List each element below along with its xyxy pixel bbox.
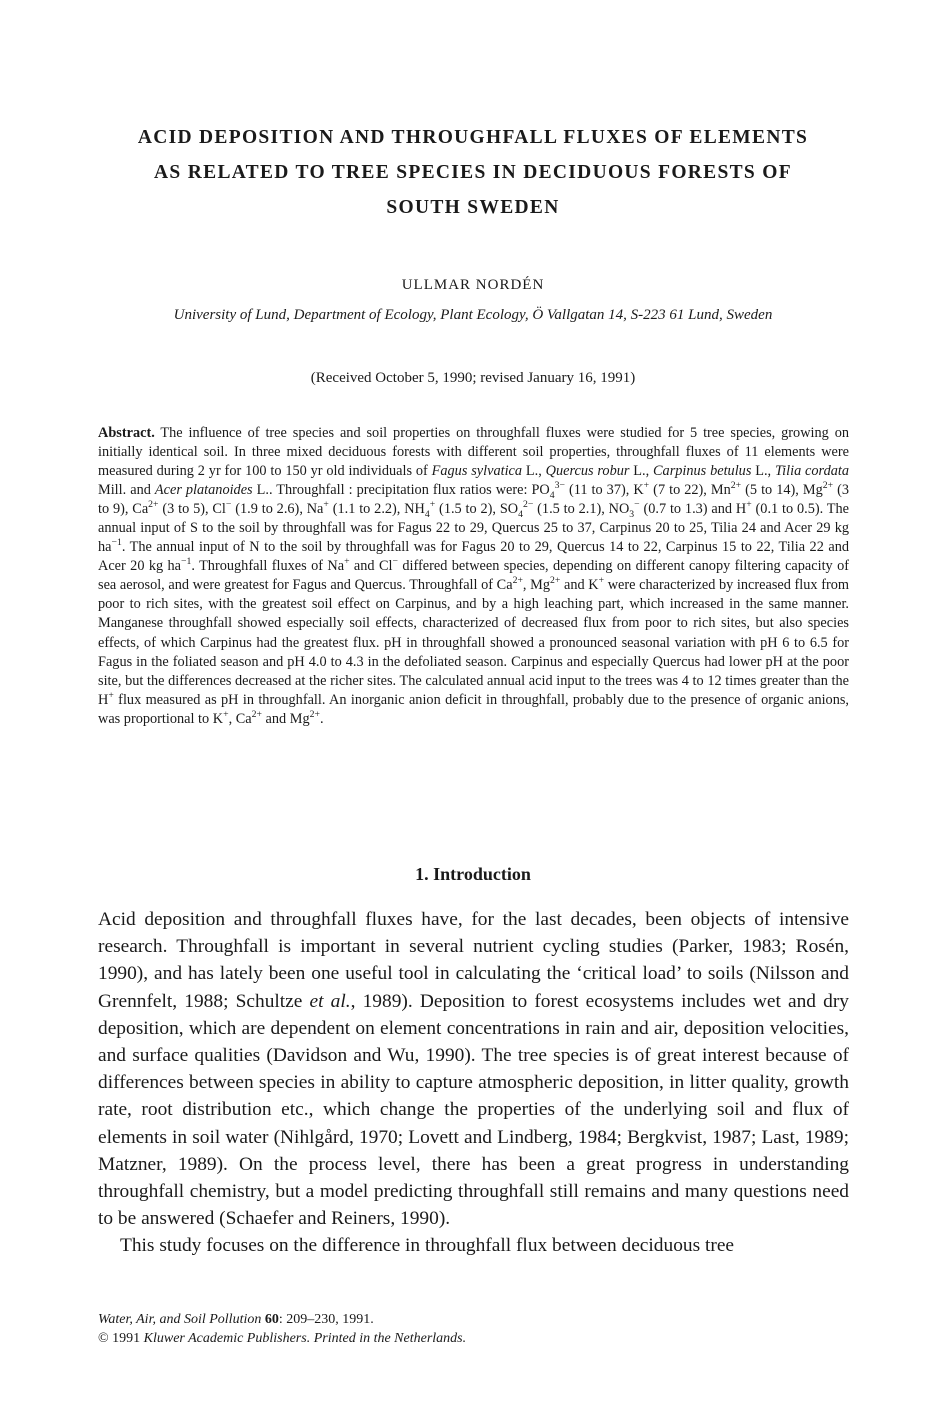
title-line-2: AS RELATED TO TREE SPECIES IN DECIDUOUS FORESTS OF <box>154 162 792 183</box>
title-line-1: ACID DEPOSITION AND THROUGHFALL FLUXES OF ELEMENTS <box>137 127 809 148</box>
introduction-body <box>98 906 849 1260</box>
journal-volume: 60 <box>264 1312 279 1327</box>
species-name: Tilia cordata <box>774 463 850 480</box>
author-affiliation: University of Lund, Department of Ecology, Plant Ecology, Ö Vallgatan 14, S-223 61 Lund, Sweden <box>173 307 773 323</box>
page-footer <box>98 1310 466 1348</box>
publisher: Kluwer Academic Publishers. Printed in the Netherlands. <box>143 1331 467 1346</box>
species-name: Quercus robur <box>545 463 630 480</box>
journal-name: Water, Air, and Soil Pollution <box>98 1312 262 1327</box>
author-name: ULLMAR NORDÉN <box>401 277 545 293</box>
title-line-3: SOUTH SWEDEN <box>386 197 560 218</box>
received-dates: (Received October 5, 1990; revised January 16, 1991) <box>310 370 636 386</box>
abstract-label: Abstract. <box>98 425 155 441</box>
copyright-line: © 1991 Kluwer Academic Publishers. Printed in the Netherlands. <box>98 1331 467 1346</box>
journal-citation <box>98 1310 466 1329</box>
species-name: Fagus sylvatica <box>431 463 523 480</box>
section-heading: 1. Introduction <box>415 864 531 884</box>
paper-title <box>60 120 886 225</box>
species-name: Carpinus betulus <box>653 463 752 480</box>
journal-pages: : 209–230, 1991. <box>278 1312 374 1327</box>
intro-paragraph-2: This study focuses on the difference in throughfall flux between deciduous tree <box>120 1235 735 1257</box>
intro-paragraph-1: Acid deposition and throughfall fluxes have, for the last decades, been objects of intensive research. Throughfall is important in several nutrient cycling studies (Parker, 1983; Rosén, 1990), and has lately been one useful tool in calculating the ‘critical load’ to soils (Nilsson and Grennfelt, 1988; Schultze et al., 1989). Deposition to forest ecosystems includes wet and dry deposition, which are dependent on element concentrations in rain and air, deposition velocities, and surface qualities (Davidson and Wu, 1990). The tree species is of great interest because of differences between species in ability to capture atmospheric deposition, in litter quality, growth rate, root distribution etc., which change the properties of the underlying soil and flux of elements in soil water (Nihlgård, 1970; Lovett and Lindberg, 1984; Bergkvist, 1987; Last, 1989; Matzner, 1989). On the process level, there has been a great progress in understanding throughfall chemistry, but a model predicting throughfall still remains and many questions need to be answered (Schaefer and Reiners, 1990). <box>98 909 849 1230</box>
species-name: Acer platanoides <box>154 482 253 499</box>
abstract: Abstract. The influence of tree species and soil properties on throughfall fluxes were studied for 5 tree species, growing on initially identical soil. In three mixed deciduous forests with different soil properties, throughfall fluxes of 11 elements were measured during 2 yr for 100 to 150 yr old individuals of Fagus sylvatica L., Quercus robur L., Carpinus betulus L., Tilia cordata Mill. and Acer platanoides L.. Throughfall : precipitation flux ratios were: $PO_4^{3-}$ (11 to 37), K+ (7 to 22), $Mn^{2+}$ (5 to 14), $Mg^{2+}$ (3 to 9), $Ca^{2+}$ (3 to 5), Cl− (1.9 to 2.6), Na+ (1.1 to 2.2), $NH_4^+$ (1.5 to 2), $SO_4^{2-}$ (1.5 to 2.1), $NO_3^-$ (0.7 to 1.3) and H+ (0.1 to 0.5). The annual input of S to the soil by throughfall was for Fagus 22 to 29, Quercus 25 to 37, Carpinus 20 to 25, Tilia 24 and Acer 29 kg $ha^{-1}$. The annual input of N to the soil by throughfall was for Fagus 20 to 29, Quercus 14 to 22, Carpinus 15 to 22, Tilia 22 and Acer 20 kg $ha^{-1}$. Throughfall fluxes of Na+ and Cl− differed between species, depending on different canopy filtering capacity of sea aerosol, and were greatest for Fagus and Quercus. Throughfall of $Ca^{2+}$, $Mg^{2+}$ and K+ were characterized by increased flux from poor to rich sites, with the greatest soil effect on Carpinus, and by a high leaching part, which increased in the same manner. Manganese throughfall showed especially soil effects, characterized of decreased flux from poor to rich sites, but also species effects, of which Carpinus had the greatest flux. pH in throughfall showed a pronounced seasonal variation with pH 6 to 6.5 for Fagus in the foliated season and pH 4.0 to 4.3 in the defoliated season. Carpinus and especially Quercus had lower pH at the poor site, but the differences decreased at the richer sites. The calculated annual acid input to the trees was 4 to 12 times greater than the H+ flux measured as pH in throughfall. An inorganic anion deficit in throughfall, probably due to the presence of organic anions, was proportional to K+, $Ca^{2+}$ and $Mg^{2+}$. <box>98 425 850 727</box>
